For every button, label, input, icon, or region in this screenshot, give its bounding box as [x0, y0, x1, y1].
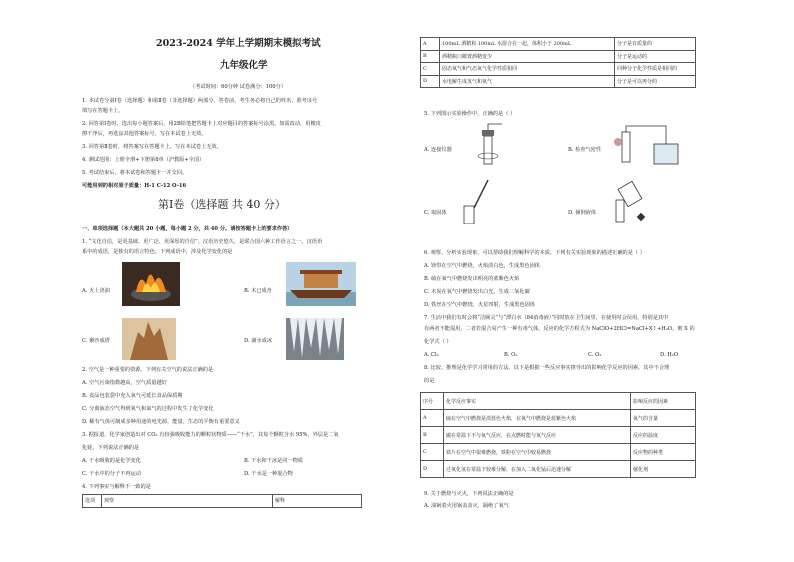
q1-stem: 系中的成语，是独有的语言特色。下列成语中，涉及化学变化的是 [82, 249, 233, 255]
q3-option-d: D. 干水是一种混合物 [244, 471, 293, 477]
q2-option-d: D. 稀有气体可制成多种用途的电光源，能量、生态的平衡有重要意义 [82, 419, 240, 425]
table-row [421, 38, 696, 51]
note-line: 2. 回答第Ⅰ卷时，选出每小题答案后，用2B铅笔把答题卡上对应题目的答案标号涂黑。如需改动，用橡皮 [82, 121, 321, 127]
connect-apparatus-image [464, 122, 514, 166]
table-cell: A [421, 410, 444, 427]
table-row [421, 427, 696, 444]
table-cell: 反应物的种类 [631, 444, 696, 461]
q3-stem: 3. 据报道，化学家创造出对 CO₂ 有较强吸收能力的颗粒状物质——“干水”，其每个颗粒含水 95%，外层是二氧 [82, 432, 339, 438]
q3-option-b: B. 干水和干冰是同一物质 [244, 458, 303, 464]
q4-table [420, 37, 696, 88]
table-cell: 过氧化氢在常温下较难分解，在加入二氧化锰后迅速分解 [444, 461, 631, 478]
table-header-row [421, 393, 696, 410]
q7-option-a: A. Cl₂ [424, 352, 439, 358]
q8-stem: 8. 比较、推理是化学学习常用的方法。以下是根据一些反应事实推导出的影响化学反应的因素，其中不合理 [424, 365, 670, 371]
table-cell: 酒精瓶口敞置酒精变少 [440, 50, 615, 63]
q3-stem: 化硅。下列说法正确的是 [82, 445, 140, 451]
q6-stem: 6. 观察、分析实验现象，可以帮助我们理解科学的本质。下列有关实验现象的描述正确的是（ ） [424, 250, 645, 256]
q5-option-b: B. 检查气密性 [568, 147, 602, 153]
fire-wok-image [122, 262, 180, 306]
q2-option-b: B. 食品包装袋中充入氧气可延长食品保质期 [82, 393, 183, 399]
table-cell: 分子是有质量的 [615, 38, 696, 51]
table-cell: 氧气的含量 [631, 410, 696, 427]
table-cell: D [421, 75, 440, 88]
q6-option-d: D. 铁丝在空气中燃烧，火星四射，生成黑色固体 [424, 302, 536, 308]
q3-option-c: C. 干水中的分子不再运动 [82, 471, 141, 477]
atomic-masses: 可能用到的相对原子质量：H-1 C-12 O-16 [82, 183, 187, 189]
col-header: 选项 [83, 495, 102, 508]
wooden-boat-image [286, 262, 356, 306]
q6-option-b: B. 硫在氧气中燃烧发出明亮的蓝紫色火焰 [424, 276, 520, 282]
airtightness-check-image [608, 122, 688, 168]
q1-option-b: B. 木已成舟 [244, 288, 272, 294]
q1-option-c: C. 聚沙成塔 [82, 338, 110, 344]
q7-stem: 7. 生活中我们有时会将“洁厕灵”与“漂白水（84消毒液）”同时放在卫生间里，在使用时会误用。特别是其中 [424, 315, 669, 321]
table-row [421, 461, 696, 478]
table-cell: 硫在空气中燃烧是淡蓝色火焰，在氧气中燃烧是蓝紫色火焰 [444, 410, 631, 427]
q2-option-c: C. 分离液态空气得到氧气和氮气的过程中发生了化学变化 [82, 406, 214, 412]
note-line: 擦干净后，再选涂其他答案标号。写在本试卷上无效。 [82, 131, 207, 137]
q9-option-a: A. 油锅着火用锅盖盖灭，隔绝了氧气 [424, 503, 509, 509]
table-row [421, 410, 696, 427]
exam-subtitle: 九年级化学 [220, 60, 268, 71]
sand-tower-image [122, 318, 176, 360]
table-row [421, 50, 696, 63]
table-cell: 同种分子化学性质是相同的 [615, 63, 696, 76]
q5-stem: 5. 下列图示实验操作中，正确的是（ ） [424, 111, 516, 117]
exam-title: 2023-2024 学年上学期期末模拟考试 [156, 38, 321, 49]
q3-option-a: A. 干水吸收的是化学变化 [82, 458, 141, 464]
col-header: 观察 [102, 495, 273, 508]
table-cell: C [421, 444, 444, 461]
table-cell: B [421, 50, 440, 63]
q5-option-c: C. 取固体 [424, 210, 447, 216]
note-line: 填写在答题卡上。 [82, 108, 124, 114]
exam-info: （考试时间：60分钟 试卷满分：100分） [190, 84, 286, 90]
note-line: 3. 回答第Ⅱ卷时，将答案写在答题卡上。写在本试卷上无效。 [82, 144, 222, 150]
q7-stem: 有两者不能混用，二者若混合易产生一种有毒气体，反应的化学方程式为 NaClO+2HCl=NaCl+X↑+H₂O，则 X 的 [424, 326, 695, 332]
table-cell: 催化剂 [631, 461, 696, 478]
table-cell: 100mL 酒精和 100mL 水混合在一起，体积小于 200mL [440, 38, 615, 51]
table-cell: 水电解生成氢气和氧气 [440, 75, 615, 88]
q4-stem: 4. 下列事实与解释不一致的是 [82, 484, 151, 490]
q8-stem: 的是 [424, 378, 435, 384]
q1-option-d: D. 滴水成冰 [244, 338, 273, 344]
q7-option-b: B. O₂ [504, 352, 518, 358]
table-cell: A [421, 38, 440, 51]
q7-option-c: C. O₂ [588, 352, 602, 358]
q8-table [420, 392, 696, 478]
col-header: 解释 [273, 495, 362, 508]
icicles-image [286, 318, 344, 360]
q1-stem: 1. “文化自信，是更基础、更广泛、更深厚的自信”。汉语历史悠久，是联合国六种工作语言之一。汉语语 [82, 239, 323, 245]
q6-option-a: A. 镁带在空气中燃烧，火焰淡白色，生成黑色固体 [424, 263, 540, 269]
table-cell: B [421, 427, 444, 444]
q2-option-a: A. 空气污染指数越高，空气质量越好 [82, 380, 167, 386]
note-line: 1. 本试卷分第Ⅰ卷（选择题）和第Ⅱ卷（非选择题）两部分。答卷前，考生务必将自己的姓名、准考证号 [82, 98, 318, 104]
left-column [82, 0, 398, 562]
right-column [420, 0, 720, 562]
take-solid-image [460, 178, 500, 224]
pour-liquid-image [608, 180, 658, 224]
section-title: 第Ⅰ卷（选择题 共 40 分） [158, 198, 286, 211]
q7-option-d: D. H₂O [660, 352, 679, 358]
q5-option-d: D. 倾倒液体 [568, 210, 597, 216]
q4-table-header [82, 494, 362, 508]
q5-option-a: A. 连接仪器 [424, 147, 452, 153]
q9-stem: 9. 关于燃烧与灭火，下列说法正确的是 [424, 491, 514, 497]
table-cell: 固态氧气和气态氧气化学性质相同 [440, 63, 615, 76]
note-line: 5. 考试结束后，将本试卷和答题卡一并交回。 [82, 170, 188, 176]
col-header: 序号 [421, 393, 444, 410]
table-row [421, 75, 696, 88]
col-header: 影响反应的因素 [631, 393, 696, 410]
table-row [421, 63, 696, 76]
table-cell: 反应的温度 [631, 427, 696, 444]
table-cell: 分子是可以再分的 [615, 75, 696, 88]
table-cell: 铁片在空气中很难燃烧，铁粉在空气中较易燃烧 [444, 444, 631, 461]
note-line: 4. 测试范围：上册全册+下册第8单（沪教版+全国） [82, 157, 205, 163]
table-cell: 碳在常温下不与氧气反应，在点燃时能与氧气反应 [444, 427, 631, 444]
section-instruction: 一、单项选择题（本大题共 20 小题，每小题 2 分，共 40 分。请按答题卡上的要求作答） [82, 226, 293, 232]
table-cell: C [421, 63, 440, 76]
q6-option-c: C. 木炭在氧气中燃烧发出白光，生成二氧化碳 [424, 289, 530, 295]
q1-option-a: A. 火上浇油 [82, 288, 110, 294]
q7-stem: 化学式（ ） [424, 339, 452, 345]
table-cell: D [421, 461, 444, 478]
q2-stem: 2. 空气是一种重要的资源。下列有关空气的说法正确的是 [82, 367, 214, 373]
col-header: 化学反应事实 [444, 393, 631, 410]
table-cell: 分子是运动的 [615, 50, 696, 63]
table-row [421, 444, 696, 461]
